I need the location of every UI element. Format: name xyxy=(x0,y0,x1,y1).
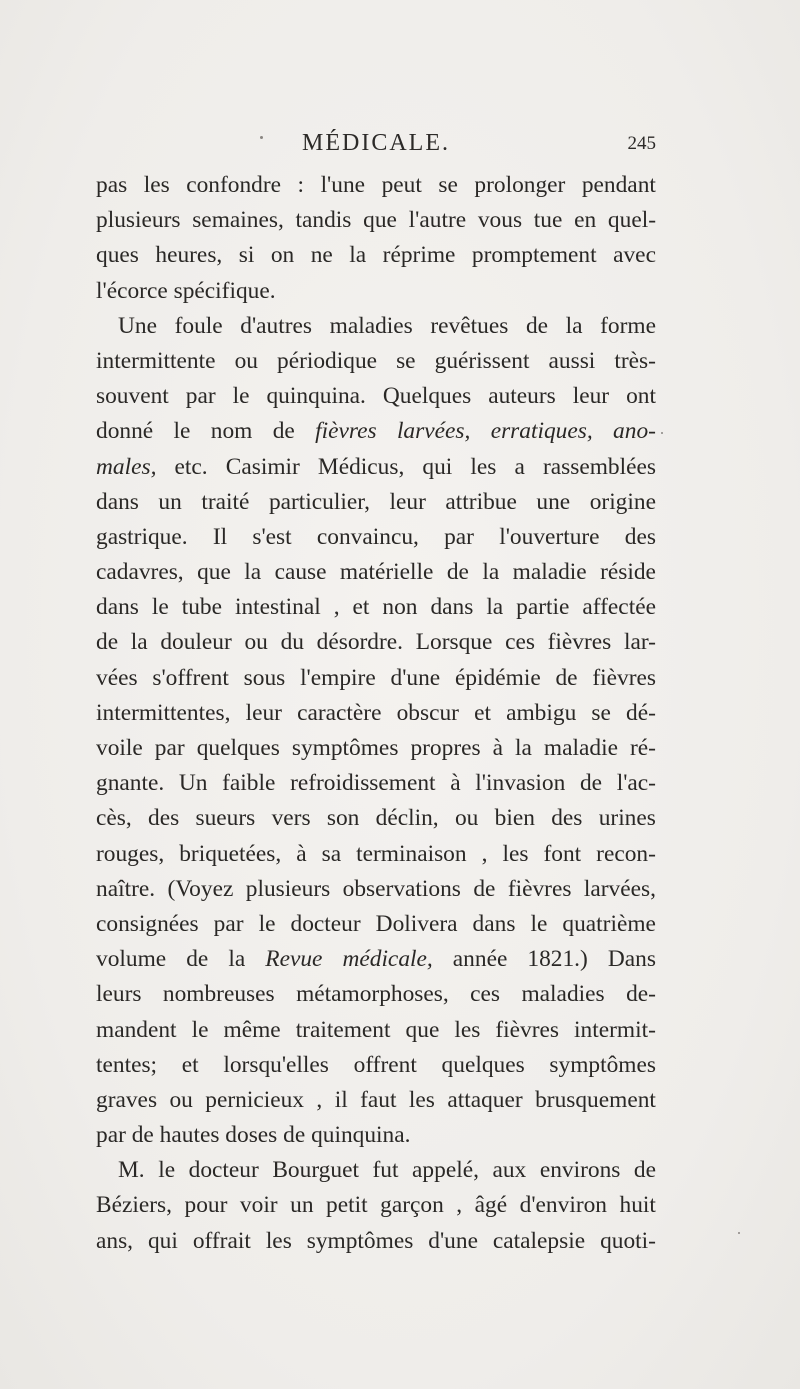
text-word: cès, xyxy=(96,805,132,832)
text-word: les xyxy=(408,1086,435,1113)
text-word: etc. xyxy=(174,453,208,480)
text-word: gastrique. xyxy=(96,523,188,550)
text-word: épidémie xyxy=(454,664,541,691)
text-word: intermit- xyxy=(574,1016,656,1043)
text-word: ces xyxy=(470,981,501,1008)
text-word: vous xyxy=(477,207,523,234)
page-header xyxy=(96,130,656,164)
text-word: le xyxy=(158,1157,176,1184)
text-word: médicale, xyxy=(342,946,433,973)
paper-speck xyxy=(738,1232,740,1234)
text-word: intermittentes, xyxy=(96,699,231,726)
text-word: maladies xyxy=(329,312,413,339)
text-word: 1821.) xyxy=(527,946,588,973)
text-line xyxy=(96,379,656,414)
text-word: sous xyxy=(243,664,286,691)
text-word: avec xyxy=(613,242,656,269)
text-word: ne xyxy=(310,242,333,269)
text-word: convaincu, xyxy=(316,523,419,550)
text-word: l'empire xyxy=(300,664,376,691)
text-word: le xyxy=(232,383,250,410)
text-word: leurs xyxy=(96,981,142,1008)
text-word: désordre. xyxy=(316,629,404,656)
text-word: ques xyxy=(96,242,139,269)
text-word: ou xyxy=(234,347,258,374)
text-word: Médicus, xyxy=(317,453,405,480)
text-line xyxy=(96,661,656,696)
text-word: , xyxy=(333,594,340,621)
text-word: des xyxy=(624,523,656,550)
text-line xyxy=(96,309,656,344)
text-word: par xyxy=(444,523,474,550)
text-word: de xyxy=(525,312,549,339)
text-word: quatrième xyxy=(562,910,656,937)
text-word: aussi xyxy=(548,347,596,374)
text-word: non xyxy=(382,594,418,621)
text-word: de- xyxy=(626,981,656,1008)
text-line xyxy=(96,520,656,555)
text-word: tube xyxy=(181,594,222,621)
text-word: ano- xyxy=(613,418,656,445)
text-line xyxy=(96,1118,656,1153)
text-word: voile xyxy=(96,735,143,761)
text-word: pas xyxy=(96,172,128,198)
text-line xyxy=(96,1153,656,1188)
text-word: dans xyxy=(96,488,139,515)
text-word: de xyxy=(579,770,603,797)
text-word: confondre xyxy=(186,172,282,198)
text-line xyxy=(96,731,656,766)
text-word: des xyxy=(148,805,180,832)
text-word: , xyxy=(456,1192,463,1219)
text-word: voir xyxy=(239,1192,278,1219)
text-word: par xyxy=(96,1122,126,1149)
text-line xyxy=(96,414,656,449)
text-word: ou xyxy=(244,629,268,656)
text-word: offrent xyxy=(353,1051,417,1078)
text-word: plusieurs xyxy=(245,875,331,902)
text-word: Lorsque xyxy=(415,629,493,656)
text-line xyxy=(96,168,656,203)
text-word: l'invasion xyxy=(475,770,566,797)
text-word: vées xyxy=(96,664,138,691)
text-word: s'offrent xyxy=(152,664,229,691)
text-word: partie xyxy=(516,594,570,621)
text-word: larvées, xyxy=(396,418,471,445)
text-line xyxy=(96,485,656,520)
text-word: ont xyxy=(626,383,656,410)
text-word: dans xyxy=(430,594,474,621)
text-word: brusquement xyxy=(535,1086,656,1113)
text-word: de xyxy=(473,875,496,902)
text-word: Revue xyxy=(265,946,323,973)
text-line xyxy=(96,450,656,485)
text-word: le xyxy=(151,594,169,621)
text-word: son xyxy=(326,805,360,832)
text-word: et xyxy=(181,1051,199,1078)
text-word: quinquina. xyxy=(311,1122,411,1149)
text-word: symptômes xyxy=(291,735,399,761)
text-word: rassemblées xyxy=(542,453,656,480)
text-word: traitement xyxy=(295,1016,391,1043)
text-word: que xyxy=(197,559,231,586)
text-word: lorsqu'elles xyxy=(223,1051,329,1078)
text-word: fièvres xyxy=(315,418,377,445)
text-word: la xyxy=(565,312,583,339)
text-word: promptement xyxy=(471,242,597,269)
text-word: obscur xyxy=(396,699,459,726)
text-word: dans xyxy=(472,910,516,937)
text-word: , xyxy=(316,1086,323,1113)
text-word: observations xyxy=(342,875,461,902)
text-word: aux xyxy=(492,1157,527,1184)
text-word: larvées, xyxy=(583,875,656,902)
text-word: huit xyxy=(619,1192,656,1219)
text-word: font xyxy=(543,840,582,867)
text-word: et xyxy=(474,699,491,726)
text-word: par xyxy=(154,735,185,761)
text-word: refroidissement xyxy=(290,770,436,797)
text-word: ou xyxy=(169,1086,193,1113)
text-word: Dolivera xyxy=(375,910,458,937)
text-word: urines xyxy=(598,805,656,832)
text-word: la xyxy=(482,559,500,586)
text-word: spécifique. xyxy=(173,277,276,304)
text-word: souvent xyxy=(96,383,169,410)
text-word: donné xyxy=(96,418,154,445)
text-word: la xyxy=(515,735,532,761)
text-word: garçon xyxy=(380,1192,444,1219)
text-word: à xyxy=(492,735,503,761)
text-word: particulier, xyxy=(268,488,370,515)
text-word: catalepsie xyxy=(492,1227,586,1254)
text-word: ou xyxy=(454,805,479,832)
text-word: qui xyxy=(147,1227,178,1254)
text-word: maladie xyxy=(512,559,587,586)
text-word: graves xyxy=(96,1086,158,1113)
text-word: même xyxy=(223,1016,281,1043)
text-line xyxy=(96,1048,656,1083)
text-word: se xyxy=(396,347,416,374)
text-word: le xyxy=(258,910,276,937)
text-word: leur xyxy=(389,488,426,515)
text-line xyxy=(96,590,656,625)
text-word: Un xyxy=(178,770,208,797)
text-word: maladie xyxy=(543,735,618,761)
text-word: fièvres xyxy=(592,664,656,691)
text-word: en xyxy=(574,207,597,234)
text-word: de xyxy=(131,1122,154,1149)
text-line xyxy=(96,238,656,273)
paper-speck xyxy=(260,136,263,139)
text-word: peut xyxy=(381,172,422,198)
text-word: le xyxy=(191,1016,209,1043)
text-word: nom xyxy=(210,418,253,445)
text-word: erratiques, xyxy=(490,418,593,445)
text-word: docteur xyxy=(290,910,361,937)
text-line xyxy=(96,837,656,872)
text-word: qui xyxy=(422,453,453,480)
text-word: appelé, xyxy=(412,1157,479,1184)
text-word: l'ac- xyxy=(616,770,656,797)
text-word: pernicieux xyxy=(205,1086,304,1113)
text-word: de xyxy=(272,418,295,445)
text-word: dé- xyxy=(626,699,656,726)
text-word: attaquer xyxy=(447,1086,523,1113)
text-word: quelques xyxy=(441,1051,525,1078)
text-word: de xyxy=(446,559,469,586)
text-word: l'autre xyxy=(408,207,467,234)
text-word: d'environ xyxy=(519,1192,608,1219)
text-word: les xyxy=(470,453,497,480)
text-word: Quelques xyxy=(382,383,472,410)
text-word: fut xyxy=(372,1157,399,1184)
text-word: l'écorce xyxy=(96,277,168,304)
text-word: traité xyxy=(201,488,250,515)
text-word: quoti- xyxy=(600,1227,656,1254)
text-word: bien xyxy=(494,805,535,832)
text-word: si xyxy=(238,242,255,269)
text-word: il xyxy=(334,1086,348,1113)
body-text xyxy=(96,168,656,1259)
text-word: revêtues xyxy=(430,312,509,339)
text-word: déclin, xyxy=(375,805,439,832)
text-word: ces xyxy=(505,629,535,656)
text-word: le xyxy=(530,910,548,937)
text-word: doses xyxy=(225,1122,278,1149)
text-word: rouges, xyxy=(96,840,165,867)
text-line xyxy=(96,696,656,731)
text-word: maladies xyxy=(521,981,605,1008)
text-word: leur xyxy=(572,383,610,410)
text-word: d'autres xyxy=(240,312,313,339)
text-word: quel- xyxy=(607,207,656,234)
text-word: sueurs xyxy=(195,805,256,832)
text-word: Une xyxy=(118,312,157,339)
text-word: docteur xyxy=(188,1157,259,1184)
text-word: âgé xyxy=(474,1192,508,1219)
text-word: terminaison xyxy=(356,840,467,867)
text-word: foule xyxy=(174,312,223,339)
text-word: douleur xyxy=(160,629,232,656)
text-word: réside xyxy=(600,559,656,586)
text-word: d'une xyxy=(428,1227,478,1254)
text-word: plusieurs xyxy=(96,207,181,234)
text-word: symptômes xyxy=(306,1227,414,1254)
text-word: origine xyxy=(589,488,656,515)
text-word: vers xyxy=(271,805,311,832)
text-word: à xyxy=(296,840,307,867)
text-line xyxy=(96,801,656,836)
text-word: affectée xyxy=(582,594,656,621)
text-word: gnante. xyxy=(96,770,165,797)
text-word: la xyxy=(244,559,262,586)
text-word: semaines, xyxy=(192,207,284,234)
text-word: la xyxy=(486,594,504,621)
text-word: intermittente xyxy=(96,347,216,374)
text-word: la xyxy=(130,629,148,656)
text-line xyxy=(96,907,656,942)
text-word: hautes xyxy=(159,1122,220,1149)
text-line xyxy=(96,344,656,379)
text-word: caractère xyxy=(297,699,382,726)
text-word: tentes; xyxy=(96,1051,158,1078)
text-word: propres xyxy=(410,735,481,761)
text-word: Il xyxy=(212,523,228,550)
text-word: faut xyxy=(360,1086,397,1113)
paper-speck xyxy=(661,432,663,434)
text-word: d'une xyxy=(390,664,441,691)
text-word: auteurs xyxy=(488,383,556,410)
text-word: heures, xyxy=(155,242,223,269)
text-line xyxy=(96,1224,656,1259)
text-word: mandent xyxy=(96,1016,177,1043)
text-word: dans xyxy=(96,594,139,621)
text-word: réprime xyxy=(382,242,456,269)
text-word: ré- xyxy=(629,735,656,761)
text-word: de xyxy=(555,664,578,691)
text-word: tue xyxy=(533,207,563,234)
text-word: par xyxy=(213,910,244,937)
text-word: offrait xyxy=(192,1227,251,1254)
text-word: très- xyxy=(614,347,656,374)
text-word: : xyxy=(297,172,305,198)
text-word: fièvres xyxy=(495,1016,560,1043)
text-word: fièvres xyxy=(547,629,612,656)
text-word: par xyxy=(185,383,216,410)
text-word: lar- xyxy=(623,629,656,656)
text-line xyxy=(96,1188,656,1223)
text-word: s'est xyxy=(252,523,292,550)
text-word: (Voyez xyxy=(167,875,234,902)
text-word: symptômes xyxy=(549,1051,656,1078)
text-word: Béziers, xyxy=(96,1192,172,1219)
page-number: 245 xyxy=(627,133,656,154)
text-word: consignées xyxy=(96,910,199,937)
text-word: males, xyxy=(96,453,157,480)
text-line xyxy=(96,1013,656,1048)
text-word: ambigu xyxy=(506,699,577,726)
text-word: se xyxy=(438,172,458,198)
text-word: de xyxy=(283,1122,306,1149)
text-line xyxy=(96,274,656,309)
text-word: sa xyxy=(321,840,342,867)
text-word: briquetées, xyxy=(179,840,282,867)
text-word: environs xyxy=(539,1157,621,1184)
text-word: quinquina. xyxy=(266,383,366,410)
text-word: métamorphoses, xyxy=(296,981,449,1008)
text-word: matérielle xyxy=(339,559,434,586)
text-line xyxy=(96,203,656,238)
text-line xyxy=(96,872,656,907)
text-word: M. xyxy=(118,1157,145,1184)
text-word: l'une xyxy=(320,172,366,198)
text-word: la xyxy=(228,946,246,973)
text-word: de xyxy=(186,946,209,973)
text-word: quelques xyxy=(196,735,280,761)
text-word: a xyxy=(514,453,525,480)
text-word: ans, xyxy=(96,1227,134,1254)
text-word: Bourguet xyxy=(272,1157,359,1184)
text-word: à xyxy=(450,770,461,797)
text-word: fièvres xyxy=(507,875,572,902)
text-word: pendant xyxy=(581,172,656,198)
text-word: que xyxy=(405,1016,440,1043)
text-word: forme xyxy=(600,312,656,339)
text-word: intestinal xyxy=(234,594,321,621)
text-word: petit xyxy=(326,1192,368,1219)
text-word: cause xyxy=(274,559,327,586)
text-word: périodique xyxy=(277,347,378,374)
text-word: une xyxy=(536,488,571,515)
text-word: naître. xyxy=(96,875,156,902)
text-word: un xyxy=(290,1192,314,1219)
text-line xyxy=(96,942,656,977)
text-line xyxy=(96,766,656,801)
text-word: pour xyxy=(184,1192,228,1219)
running-head: MÉDICALE. xyxy=(302,130,450,156)
text-word: , xyxy=(481,840,488,867)
text-word: le xyxy=(173,418,191,445)
text-word: les xyxy=(265,1227,292,1254)
text-word: tandis xyxy=(295,207,352,234)
text-line xyxy=(96,555,656,590)
text-word: les xyxy=(454,1016,481,1043)
text-word: on xyxy=(270,242,295,269)
text-word: l'ouverture xyxy=(499,523,600,550)
text-word: faible xyxy=(222,770,276,797)
text-word: cadavres, xyxy=(96,559,184,586)
text-line xyxy=(96,977,656,1012)
text-word: la xyxy=(349,242,367,269)
text-word: leur xyxy=(245,699,282,726)
text-word: du xyxy=(280,629,304,656)
text-word: se xyxy=(591,699,611,726)
text-word: Casimir xyxy=(225,453,300,480)
text-word: prolonger xyxy=(474,172,566,198)
text-word: recon- xyxy=(596,840,656,867)
text-word: nombreuses xyxy=(162,981,275,1008)
text-word: un xyxy=(158,488,182,515)
text-word: volume xyxy=(96,946,167,973)
text-word: que xyxy=(363,207,397,234)
text-word: de xyxy=(633,1157,656,1184)
text-word: des xyxy=(551,805,583,832)
text-word: guérissent xyxy=(434,347,530,374)
text-word: et xyxy=(352,594,370,621)
text-word: attribue xyxy=(445,488,517,515)
text-word: année xyxy=(452,946,508,973)
text-word: Dans xyxy=(607,946,656,973)
text-word: les xyxy=(143,172,170,198)
text-line xyxy=(96,1083,656,1118)
text-line xyxy=(96,625,656,660)
text-word: de xyxy=(96,629,119,656)
text-word: les xyxy=(502,840,529,867)
